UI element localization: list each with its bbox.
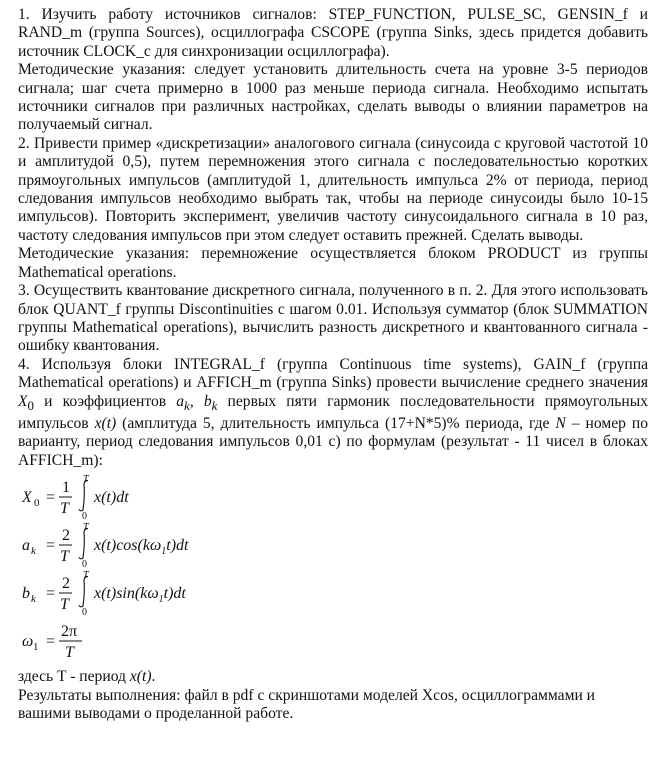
f3-k: k	[140, 585, 148, 603]
f3-lhs-sub: k	[31, 593, 36, 606]
task4-bk-sub: k	[211, 397, 218, 413]
f1-lhs: X	[22, 489, 32, 507]
task4-comma: ,	[189, 392, 204, 410]
f4-lhs: ω	[22, 633, 34, 651]
task4-xt: x(t)	[94, 415, 117, 433]
task3-text: 3. Осуществить квантование дискретного сигнала, полученного в п. 2. Для этого использовать блок QUANT_f группы Discontinuities с шагом 0.01. Используя сумматор (блок SUMMATION группы Mathematical operations), вычислить разность дискретного и квантованного сигнала - ошибку квантования.	[18, 282, 648, 355]
f3-upper: T	[83, 570, 89, 582]
task4-part2: и коэффициентов	[34, 392, 177, 410]
task2-method: Методические указания: перемножение осуществляется блоком PRODUCT из группы Mathematical operations.	[18, 245, 648, 281]
f3-body1: x(t)sin(	[94, 585, 141, 603]
f3-num: 2	[62, 575, 70, 593]
f2-k: k	[142, 537, 150, 555]
formula-x0	[20, 474, 648, 520]
task1-text: 1. Изучить работу источников сигналов: STEP_FUNCTION, PULSE_SC, GENSIN_f и RAND_m (группа Sources), осциллографа CSCOPE (группа Sinks, здесь придется добавить источник CLOCK_c для синхронизации осциллографа).	[18, 6, 648, 60]
period-suffix: .	[151, 668, 156, 686]
f3-body3: )dt	[168, 585, 186, 603]
f3-omega: ω	[147, 585, 159, 603]
period-prefix: здесь T - период	[18, 668, 130, 686]
f2-num: 2	[62, 527, 70, 545]
f1-lhs-sub: 0	[34, 497, 40, 510]
f4-eq: =	[46, 633, 56, 651]
f3-lhs: b	[22, 585, 30, 603]
results-text: Результаты выполнения: файл в pdf с скриншотами моделей Xcos, осциллограммами и вашими выводами о проделанной работе.	[18, 686, 596, 723]
f1-upper: T	[83, 474, 89, 486]
f3-eq: =	[46, 585, 56, 603]
task1-method: Методические указания: следует установить длительность счета на уровне 3-5 периодов сигнала; шаг счета примерно в 1000 раз меньше периода сигнала. Необходимо испытать источники сигналов при различных настройках, сделать выводы о влиянии параметров на получаемый сигнал.	[18, 61, 648, 134]
f2-body1: x(t)cos(	[94, 537, 143, 555]
f4-den: T	[65, 644, 74, 662]
task2-text: 2. Привести пример «дискретизации» аналогового сигнала (синусоида с круговой частотой 10 и амплитудой 0,5), путем перемножения этого сигнала с последовательностью коротких прямоугольных импульсов (амплитудой 1, длительность импульса 2% от периода, период следования импульсов необходимо выбрать так, чтобы на периоде синусоиды было 10-15 импульсов). Повторить эксперимент, увеличив частоту синусоидального сигнала в 10 раз, частоту следования импульсов при этом следует оставить прежней. Сделать выводы.	[18, 134, 648, 244]
f4-lhs-sub: 1	[33, 641, 39, 654]
f2-upper: T	[83, 522, 89, 534]
f1-lower: 0	[82, 511, 87, 521]
task4-part3: первых пяти гармоник последовательности прямоугольных импульсов	[18, 392, 648, 433]
f3-omega-sub: 1	[158, 594, 164, 606]
period-note	[18, 668, 648, 686]
formula-ak	[20, 522, 648, 568]
task4-part4: (амплитуда 5, длительность импульса (17+N*5)% периода, где	[116, 415, 556, 433]
f3-den: T	[60, 596, 69, 614]
formula-omega	[20, 618, 648, 664]
f2-lower: 0	[82, 559, 87, 569]
task4-text	[18, 356, 648, 471]
formula-bk	[20, 570, 648, 616]
f2-lhs: a	[22, 537, 30, 555]
svg-text:x(t)cos(kω1t)dt	[93, 537, 189, 557]
f2-omega-sub: 1	[161, 546, 167, 558]
svg-text:x(t)sin(kω1t)dt	[93, 585, 186, 605]
period-var: x(t)	[129, 668, 152, 686]
f3-body2: t	[163, 585, 169, 603]
task4-part5: – номер по варианту, период следования импульсов 0,01 с) по формулам (результат - 11 чисел в блоках AFFICH_m):	[18, 415, 649, 469]
f2-eq: =	[46, 537, 56, 555]
f1-den: T	[60, 500, 69, 518]
f2-lhs-sub: k	[31, 545, 36, 558]
f1-num: 1	[62, 479, 70, 497]
f4-num: 2π	[61, 623, 78, 641]
task4-part1: 4. Используя блоки INTEGRAL_f (группа Continuous time systems), GAIN_f (группа Mathematical operations) и AFFICH_m (группа Sinks) провести вычисление среднего значения	[18, 355, 648, 392]
f2-body2: t	[166, 537, 171, 555]
task4-x0: X	[18, 392, 28, 410]
f3-lower: 0	[82, 607, 87, 617]
task4-ak: a	[176, 392, 185, 410]
f1-eq: =	[46, 489, 56, 507]
f2-omega: ω	[149, 537, 162, 555]
f2-body3: )dt	[170, 537, 189, 555]
f2-den: T	[60, 548, 69, 566]
task4-bk: b	[203, 392, 212, 410]
task4-ak-sub: k	[184, 397, 190, 413]
f1-body: x(t)dt	[94, 489, 129, 507]
task4-n: N	[555, 415, 566, 433]
task4-x0-sub: 0	[27, 397, 35, 413]
